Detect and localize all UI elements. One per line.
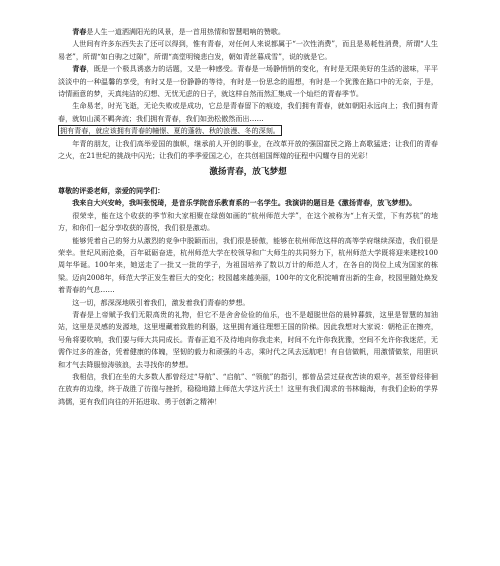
paragraph-1-text: 是人生一道洒满阳光的风景，是一首用热情和智慧唱响的赞歌。 (86, 27, 285, 36)
speech-paragraph-2: 能够凭着自己的努力从激烈的竞争中脱颖而出，我们很是骄傲，能够在杭州师范这样的高等学府继续深造，我们很是荣幸。世纪风雨沧桑，百年砥砺奋进，杭州师范大学在校领导和广大师生的共同努力下，杭州师范大学既将迎来建校100周年华诞。100年来，她送走了一批又一批的学子，为祖国培养了数以万计的师范人才，在各自的岗位上成为国家的栋梁。迈向2008年，师范大学正发生着巨大的变化；校园越来越美丽，100年的文化积淀哺育出新的生命，校园里随处焕发着青春的气息…… (58, 235, 438, 295)
paragraph-1 (58, 26, 438, 38)
document-page (58, 26, 438, 408)
speech-intro: 我来自大兴安岭，我叫张悦琦，是音乐学院音乐教育系的一名学生。我演讲的题目是《激扬青春，放飞梦想》。 (72, 198, 417, 208)
paragraph-5 (58, 125, 438, 137)
paragraph-3 (58, 63, 438, 100)
boxed-quote: 拥有青春，就应该拥有青春的幢憬、夏的蓬勃、秋的浪漫、冬的深刻。 (60, 126, 280, 136)
paragraph-2: 人世间有许多东西失去了还可以得到，惟有青春，对任何人来说都属于“一次性消费”，而且是易耗性消费，所谓“人生易老”，所谓“如白驹之过隙”，所谓“高堂明镜悲白发，朝如青丝暮成雪”，说的就是它。 (58, 39, 438, 61)
salutation: 尊敬的评委老师，亲爱的同学们： (58, 185, 165, 195)
speech-paragraph-1: 很荣幸，能在这个收获的季节和大家相聚在绿茵如画的“杭州师范大学”，在这个被称为“上有天堂，下有苏杭”的地方，和你们一起分享收获的喜悦，我们很是激动。 (58, 210, 438, 233)
speech-paragraph-4: 青春是上帝赋予我们无限高贵的礼物，但它不是舍舍俭俭的仙乐，也不是超脱世俗的晨钟暮鼓，这里是智慧的加油站，这里是灵感的发源地，这里埋藏着致胜的利器，这里拥有通往理想王国的阶梯。因此我想对大家说：朝枪正在擦亮，号角将要吹响，我们要与师大共同成长。青春正追不及待地向你我走来，时间不允许你我犹豫，空间不允许你我迷茫，无需作过多的准备，凭着健康的体魄，坚韧的毅力和顽强的斗志，乘时代之风去远航吧！有自信做帆，用激情做浆，用胆识和才气去降服惊涛骇浪，去寻找你的梦想。 (58, 309, 438, 369)
speech-paragraph-3: 这一切，都深深地吸引着我们，激发着我们青春的梦想。 (72, 297, 250, 307)
paragraph-4: 生命易老，时光飞逝，无论失败或是成功，它总是青春留下的痕迹，我们拥有青春，就如朝阳永远向上；我们拥有青春，就如山溪不羁奔流；我们拥有青春，我们如劲松傲然而出…… (58, 101, 438, 123)
keyword-youth-2: 青春 (72, 64, 87, 74)
speech-paragraph-5: 我相信，我们在坐的大多数人都曾经过“导航”、“启航”、“领航”的指引，都曾品尝过昼夜苦读的艰辛，甚至曾经徘徊在放弃的边缘，终于战胜了彷徨与挫折，稳稳地踏上师范大学这片沃土！这里有我们渴求的书林翰海，有我们企盼的学界鸿儒，更有我们向往的开拓进取、勇于创新之精神！ (58, 371, 438, 406)
keyword-youth: 青春 (72, 27, 87, 36)
speech-title: 激扬青春，放飞梦想 (209, 167, 287, 178)
paragraph-3-text: ，既是一个极具诱惑力的话题，又是一种感受。青春是一场静悄悄的变化，有时是无限美好的生活的滋味，平平淡淡中的一种温馨的享受，有时又是一份静静的等待，有时是一份思念的遐想，有时是一个犹豫在路口中的无奈，于是，诗情画意的梦，天真纯洁的幻想、无忧无虑的日子，就这样自然而然汇集成一个灿烂的青春季节。 (58, 64, 439, 99)
paragraph-6: 年青的朋友，让我们高举爱国的旗帜，继承前人开创的事业，在改革开放的强国富民之路上高歌猛进；让我们的青春之火，在21世纪的挑战中闪光；让我们的季季爱国之心，在共创祖国辉煌的征程中闪耀夺目的光彩！ (58, 138, 438, 161)
